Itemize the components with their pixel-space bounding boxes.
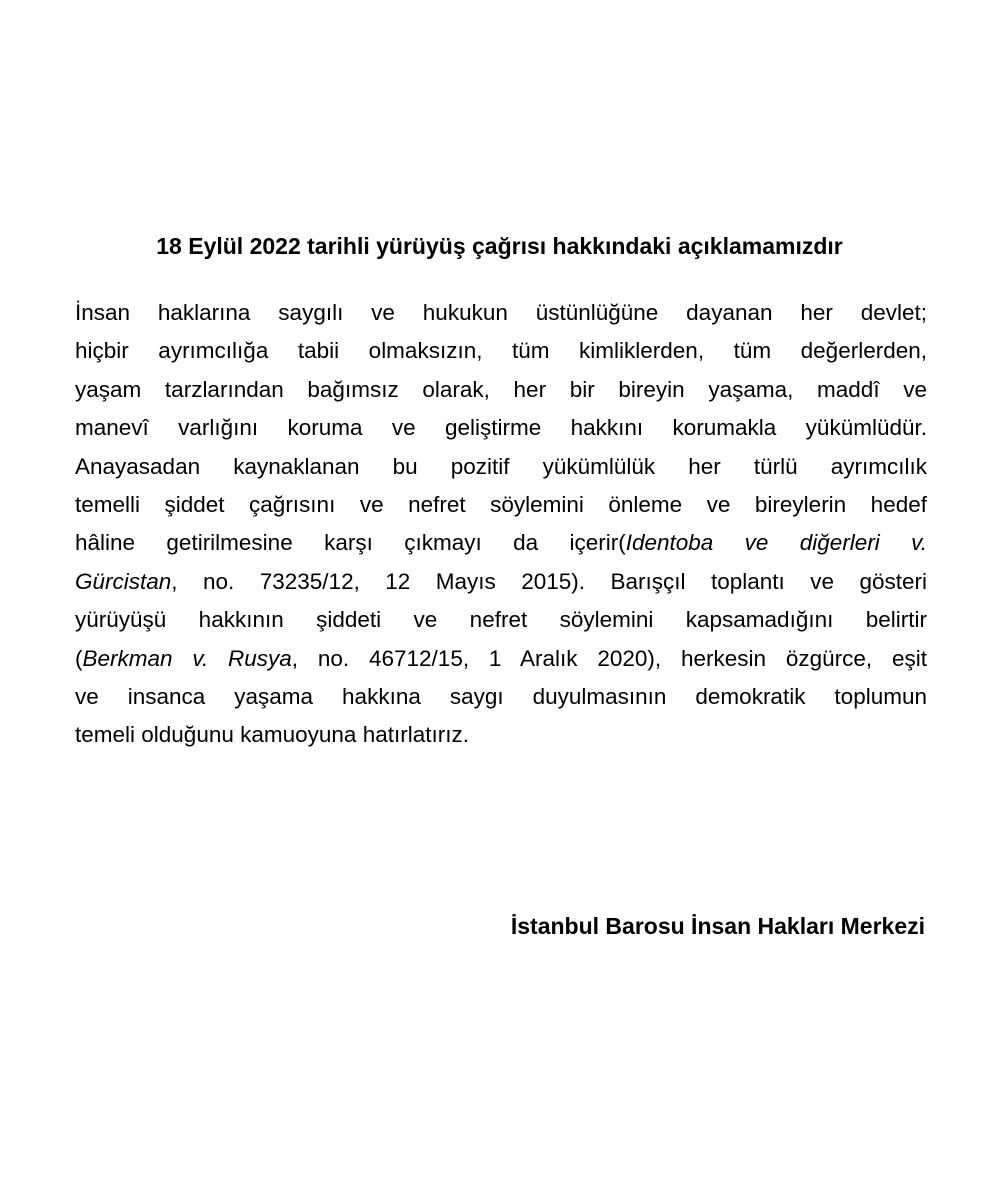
body-line-9: yürüyüşü hakkının şiddeti ve nefret söylemini kapsamadığını belirtir (75, 607, 927, 633)
document-title: 18 Eylül 2022 tarihli yürüyüş çağrısı hakkındaki açıklamamızdır (156, 233, 843, 259)
signature: İstanbul Barosu İnsan Hakları Merkezi (510, 913, 925, 939)
body-line-8 (75, 563, 927, 601)
case-citation-gurcistan: Gürcistan (75, 568, 172, 594)
body-line-10 (75, 640, 927, 678)
body-line-2: hiçbir ayrımcılığa tabii olmaksızın, tüm kimliklerden, tüm değerlerden, (75, 338, 927, 364)
body-line-12: temeli olduğunu kamuoyuna hatırlatırız. (75, 722, 469, 748)
body-line-8-text: , no. 73235/12, 12 Mayıs 2015). Barışçıl toplantı ve gösteri (171, 568, 927, 594)
body-line-7-text: hâline getirilmesine karşı çıkmayı da içerir( (75, 530, 626, 556)
case-citation-berkman: Berkman v. Rusya (82, 645, 292, 671)
body-line-3: yaşam tarzlarından bağımsız olarak, her bir bireyin yaşama, maddî ve (75, 376, 927, 402)
body-line-1: İnsan haklarına saygılı ve hukukun üstünlüğüne dayanan her devlet; (75, 300, 927, 325)
body-line-5: Anayasadan kaynaklanan bu pozitif yükümlülük her türlü ayrımcılık (75, 453, 927, 479)
body-line-7 (75, 524, 927, 562)
body-line-10-lead: ( (75, 645, 83, 671)
body-line-10-text: , no. 46712/15, 1 Aralık 2020), herkesin özgürce, eşit (291, 645, 927, 671)
body-line-11: ve insanca yaşama hakkına saygı duyulmasının demokratik toplumun (75, 683, 927, 709)
body-line-6: temelli şiddet çağrısını ve nefret söylemini önleme ve bireylerin hedef (75, 491, 927, 517)
case-citation-identoba: Identoba ve diğerleri v. (625, 530, 928, 556)
body-line-4: manevî varlığını koruma ve geliştirme hakkını korumakla yükümlüdür. (75, 415, 927, 441)
statement-body (75, 294, 927, 755)
